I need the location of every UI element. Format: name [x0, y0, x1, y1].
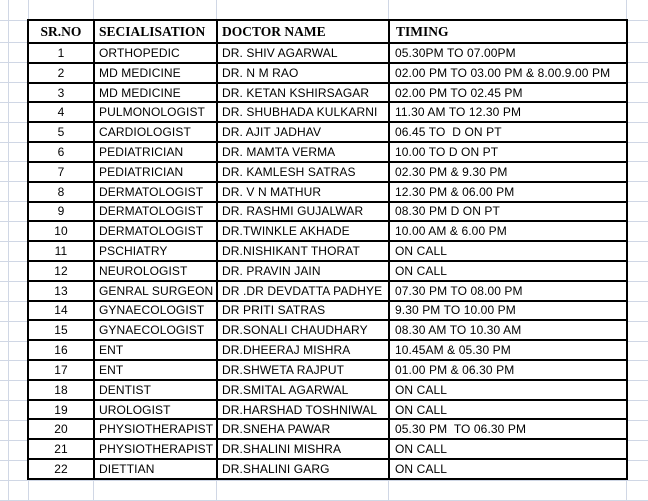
cell-timing[interactable]: 05.30PM TO 07.00PM [389, 43, 627, 63]
cell-doctor-name[interactable]: DR.SHALINI GARG [217, 459, 389, 479]
cell-doctor-name[interactable]: DR.SNEHA PAWAR [217, 419, 389, 439]
cell-srno[interactable]: 2 [28, 63, 94, 83]
cell-specialisation[interactable]: DERMATOLOGIST [94, 202, 217, 222]
cell-timing[interactable]: ON CALL [389, 241, 627, 261]
cell-doctor-name[interactable]: DR PRITI SATRAS [217, 301, 389, 321]
cell-specialisation[interactable]: MD MEDICINE [94, 63, 217, 83]
cell-timing[interactable]: 08.30 AM TO 10.30 AM [389, 320, 627, 340]
cell-srno[interactable]: 15 [28, 320, 94, 340]
cell-srno[interactable]: 20 [28, 419, 94, 439]
table-body [28, 43, 627, 479]
cell-doctor-name[interactable]: DR. MAMTA VERMA [217, 142, 389, 162]
cell-timing[interactable]: 05.30 PM TO 06.30 PM [389, 419, 627, 439]
cell-doctor-name[interactable]: DR .DR DEVDATTA PADHYE [217, 281, 389, 301]
table-row [28, 63, 627, 83]
cell-doctor-name[interactable]: DR.SONALI CHAUDHARY [217, 320, 389, 340]
cell-specialisation[interactable]: DENTIST [94, 380, 217, 400]
cell-srno[interactable]: 11 [28, 241, 94, 261]
cell-specialisation[interactable]: DERMATOLOGIST [94, 182, 217, 202]
column-header-doctor-name[interactable]: DOCTOR NAME [217, 20, 389, 43]
table-row [28, 142, 627, 162]
cell-specialisation[interactable]: GENRAL SURGEON [94, 281, 217, 301]
cell-timing[interactable]: 01.00 PM & 06.30 PM [389, 360, 627, 380]
table-row [28, 320, 627, 340]
table-row [28, 301, 627, 321]
cell-specialisation[interactable]: DIETTIAN [94, 459, 217, 479]
cell-doctor-name[interactable]: DR.HARSHAD TOSHNIWAL [217, 400, 389, 420]
table-row [28, 261, 627, 281]
table-row [28, 419, 627, 439]
cell-srno[interactable]: 3 [28, 83, 94, 103]
cell-srno[interactable]: 16 [28, 340, 94, 360]
cell-specialisation[interactable]: ENT [94, 360, 217, 380]
cell-srno[interactable]: 6 [28, 142, 94, 162]
cell-specialisation[interactable]: CARDIOLOGIST [94, 122, 217, 142]
table-row [28, 340, 627, 360]
cell-specialisation[interactable]: PHYSIOTHERAPIST [94, 419, 217, 439]
cell-specialisation[interactable]: GYNAECOLOGIST [94, 301, 217, 321]
cell-timing[interactable]: 10.00 TO D ON PT [389, 142, 627, 162]
cell-timing[interactable]: ON CALL [389, 261, 627, 281]
cell-timing[interactable]: 10.00 AM & 6.00 PM [389, 221, 627, 241]
cell-doctor-name[interactable]: DR.DHEERAJ MISHRA [217, 340, 389, 360]
cell-srno[interactable]: 21 [28, 439, 94, 459]
cell-timing[interactable]: 10.45AM & 05.30 PM [389, 340, 627, 360]
cell-timing[interactable]: 12.30 PM & 06.00 PM [389, 182, 627, 202]
cell-specialisation[interactable]: PEDIATRICIAN [94, 142, 217, 162]
cell-doctor-name[interactable]: DR. PRAVIN JAIN [217, 261, 389, 281]
table-row [28, 459, 627, 479]
table-row [28, 241, 627, 261]
cell-timing[interactable]: 02.00 PM TO 02.45 PM [389, 83, 627, 103]
cell-srno[interactable]: 13 [28, 281, 94, 301]
cell-timing[interactable]: 11.30 AM TO 12.30 PM [389, 102, 627, 122]
cell-specialisation[interactable]: PEDIATRICIAN [94, 162, 217, 182]
cell-srno[interactable]: 8 [28, 182, 94, 202]
table-row [28, 102, 627, 122]
cell-doctor-name[interactable]: DR.SHWETA RAJPUT [217, 360, 389, 380]
cell-timing[interactable]: ON CALL [389, 380, 627, 400]
cell-timing[interactable]: 02.30 PM & 9.30 PM [389, 162, 627, 182]
cell-timing[interactable]: 08.30 PM D ON PT [389, 202, 627, 222]
cell-doctor-name[interactable]: DR. SHUBHADA KULKARNI [217, 102, 389, 122]
cell-srno[interactable]: 4 [28, 102, 94, 122]
cell-srno[interactable]: 1 [28, 43, 94, 63]
table-row [28, 360, 627, 380]
cell-doctor-name[interactable]: DR. RASHMI GUJALWAR [217, 202, 389, 222]
cell-doctor-name[interactable]: DR.SMITAL AGARWAL [217, 380, 389, 400]
cell-srno[interactable]: 19 [28, 400, 94, 420]
doctor-schedule-table [27, 19, 628, 480]
cell-doctor-name[interactable]: DR.SHALINI MISHRA [217, 439, 389, 459]
cell-specialisation[interactable]: GYNAECOLOGIST [94, 320, 217, 340]
cell-timing[interactable]: 9.30 PM TO 10.00 PM [389, 301, 627, 321]
column-header-specialisation[interactable]: SECIALISATION [94, 20, 217, 43]
cell-doctor-name[interactable]: DR. N M RAO [217, 63, 389, 83]
cell-srno[interactable]: 5 [28, 122, 94, 142]
cell-timing[interactable]: 02.00 PM TO 03.00 PM & 8.00.9.00 PM [389, 63, 627, 83]
header-row [28, 20, 627, 43]
table-row [28, 400, 627, 420]
cell-specialisation[interactable]: PSCHIATRY [94, 241, 217, 261]
cell-timing[interactable]: ON CALL [389, 439, 627, 459]
cell-specialisation[interactable]: DERMATOLOGIST [94, 221, 217, 241]
column-header-timing[interactable]: TIMING [389, 20, 627, 43]
table-row [28, 182, 627, 202]
table-row [28, 380, 627, 400]
cell-specialisation[interactable]: PULMONOLOGIST [94, 102, 217, 122]
cell-timing[interactable]: ON CALL [389, 400, 627, 420]
cell-doctor-name[interactable]: DR. AJIT JADHAV [217, 122, 389, 142]
cell-doctor-name[interactable]: DR. SHIV AGARWAL [217, 43, 389, 63]
cell-specialisation[interactable]: ORTHOPEDIC [94, 43, 217, 63]
table-row [28, 122, 627, 142]
table-row [28, 281, 627, 301]
table-row [28, 202, 627, 222]
cell-timing[interactable]: 07.30 PM TO 08.00 PM [389, 281, 627, 301]
cell-srno[interactable]: 18 [28, 380, 94, 400]
column-header-srno[interactable]: SR.NO [28, 20, 94, 43]
cell-srno[interactable]: 14 [28, 301, 94, 321]
cell-srno[interactable]: 12 [28, 261, 94, 281]
cell-doctor-name[interactable]: DR. V N MATHUR [217, 182, 389, 202]
table-row [28, 439, 627, 459]
cell-specialisation[interactable]: MD MEDICINE [94, 83, 217, 103]
cell-specialisation[interactable]: UROLOGIST [94, 400, 217, 420]
cell-specialisation[interactable]: ENT [94, 340, 217, 360]
table-row [28, 221, 627, 241]
cell-doctor-name[interactable]: DR. KAMLESH SATRAS [217, 162, 389, 182]
cell-doctor-name[interactable]: DR. KETAN KSHIRSAGAR [217, 83, 389, 103]
gridline-vertical [8, 0, 9, 501]
cell-srno[interactable]: 17 [28, 360, 94, 380]
cell-doctor-name[interactable]: DR.TWINKLE AKHADE [217, 221, 389, 241]
table-row [28, 162, 627, 182]
cell-srno[interactable]: 9 [28, 202, 94, 222]
cell-doctor-name[interactable]: DR.NISHIKANT THORAT [217, 241, 389, 261]
table-row [28, 83, 627, 103]
cell-timing[interactable]: ON CALL [389, 459, 627, 479]
cell-timing[interactable]: 06.45 TO D ON PT [389, 122, 627, 142]
cell-srno[interactable]: 22 [28, 459, 94, 479]
cell-specialisation[interactable]: PHYSIOTHERAPIST [94, 439, 217, 459]
cell-srno[interactable]: 10 [28, 221, 94, 241]
table-row [28, 43, 627, 63]
cell-srno[interactable]: 7 [28, 162, 94, 182]
cell-specialisation[interactable]: NEUROLOGIST [94, 261, 217, 281]
